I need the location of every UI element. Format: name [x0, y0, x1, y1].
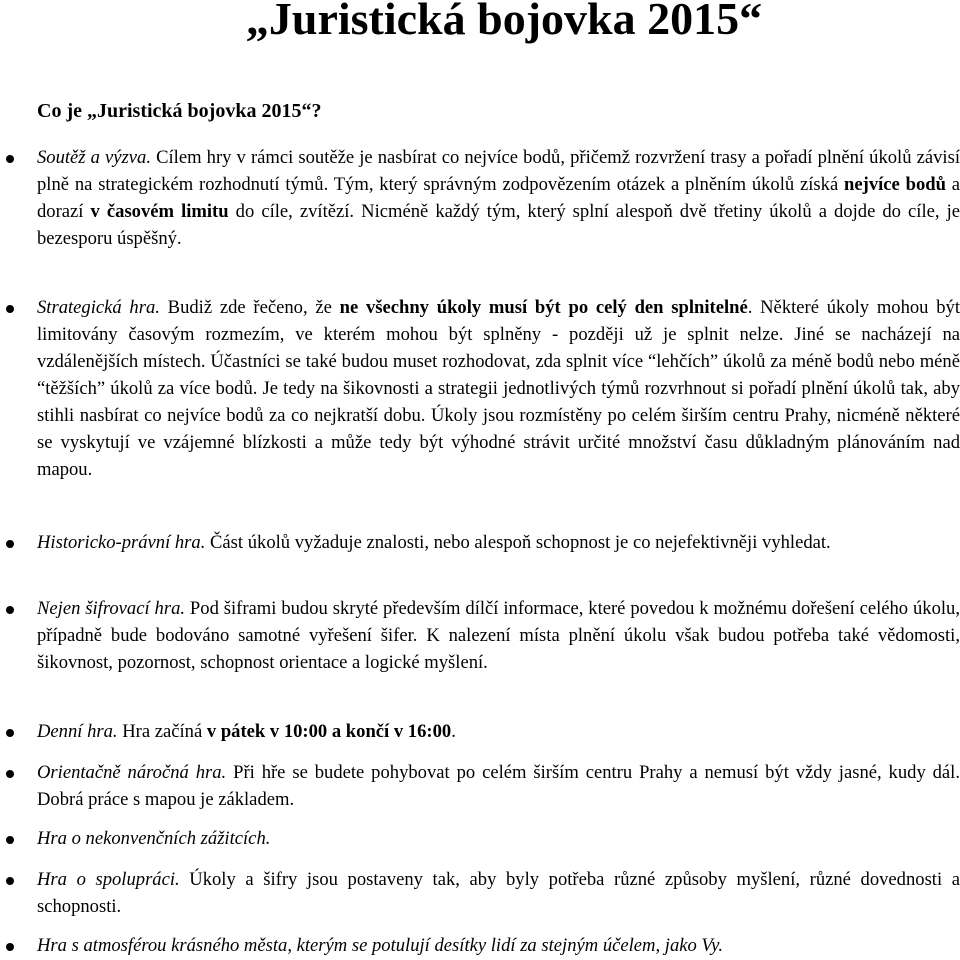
item-text: Pod šiframi budou skryté především dílčí informace, které povedou k možnému dořešení celého úkolu, případně bude bodováno samotné vyřešení šifer. K nalezení místa plnění úkolu však budou potřeba také vědomosti, šikovnost, pozornost, schopnost orientace a logické myšlení.	[37, 598, 960, 673]
item-lead: Orientačně náročná hra.	[37, 762, 227, 783]
list-item	[37, 759, 960, 813]
bullet-icon	[6, 770, 14, 778]
item-lead: Strategická hra.	[37, 297, 160, 318]
item-text: do cíle, zvítězí. Nicméně každý tým, který splní alespoň dvě třetiny úkolů a dojde do cíle, je bezesporu úspěšný.	[37, 201, 960, 249]
item-text: Při hře se budete pohybovat po celém širším centru Prahy a nemusí být vždy jasné, kudy dál. Dobrá práce s mapou je základem.	[37, 762, 960, 810]
item-lead: Hra o nekonvenčních zážitcích.	[37, 828, 271, 849]
bullet-icon	[6, 943, 14, 951]
section-heading: Co je „Juristická bojovka 2015“?	[37, 100, 322, 122]
list-item	[37, 932, 960, 959]
list-item	[37, 144, 960, 252]
item-lead: Nejen šifrovací hra.	[37, 598, 186, 619]
bullet-icon	[6, 305, 14, 313]
item-lead: Denní hra.	[37, 721, 118, 742]
item-text: Část úkolů vyžaduje znalosti, nebo alespoň schopnost je co nejefektivněji vyhledat.	[205, 532, 831, 553]
item-text: Budiž zde řečeno, že	[159, 297, 340, 318]
list-item	[37, 866, 960, 920]
item-text: Úkoly a šifry jsou postaveny tak, aby byly potřeba různé způsoby myšlení, různé dovednosti a schopnosti.	[37, 869, 960, 917]
item-text: a dorazí	[37, 174, 960, 222]
item-emphasis: v pátek v 10:00 a končí v 16:00	[206, 721, 452, 742]
item-emphasis: v časovém limitu	[90, 201, 229, 222]
list-item	[37, 718, 960, 745]
list-item	[37, 529, 960, 556]
item-emphasis: nejvíce bodů	[844, 174, 946, 195]
item-text: Cílem hry v rámci soutěže je nasbírat co nejvíce bodů, přičemž rozvržení trasy a pořadí plnění úkolů závisí plně na strategickém rozhodnutí týmů. Tým, který správným zodpovězením otázek a plněním úkolů získá	[37, 147, 960, 195]
bullet-icon	[6, 540, 14, 548]
bullet-icon	[6, 729, 14, 737]
item-lead: Hra s atmosférou krásného města, kterým se potulují desítky lidí za stejným účelem, jako Vy.	[37, 935, 723, 956]
item-lead: Historicko-právní hra.	[37, 532, 206, 553]
item-text: .	[451, 721, 456, 742]
bullet-icon	[6, 155, 14, 163]
document-title: „Juristická bojovka 2015“	[245, 0, 763, 44]
item-lead: Hra o spolupráci.	[37, 869, 180, 890]
item-text: . Některé úkoly mohou být limitovány časovým rozmezím, ve kterém mohou být splněny - později už je splnit nelze. Jiné se nacházejí na vzdálenějších místech. Účastníci se také budou muset rozhodovat, zda splnit více “lehčích” úkolů za méně bodů nebo méně “těžších” úkolů za více bodů. Je tedy na šikovnosti a strategii jednotlivých týmů rozvrhnout si pořadí plnění úkolů tak, aby stihli nasbírat co nejvíce bodů za co nejkratší dobu. Úkoly jsou rozmístěny po celém širším centru Prahy, nicméně některé se vyskytují ve vzájemné blízkosti a může tedy být výhodné strávit určité množství času důkladným plánováním nad mapou.	[37, 297, 960, 480]
list-item	[37, 595, 960, 676]
item-text: Hra začíná	[117, 721, 207, 742]
item-emphasis: ne všechny úkoly musí být po celý den splnitelné	[339, 297, 748, 318]
item-lead: Soutěž a výzva.	[37, 147, 151, 168]
list-item	[37, 825, 960, 852]
bullet-icon	[6, 836, 14, 844]
bullet-icon	[6, 606, 14, 614]
bullet-icon	[6, 877, 14, 885]
list-item	[37, 294, 960, 483]
